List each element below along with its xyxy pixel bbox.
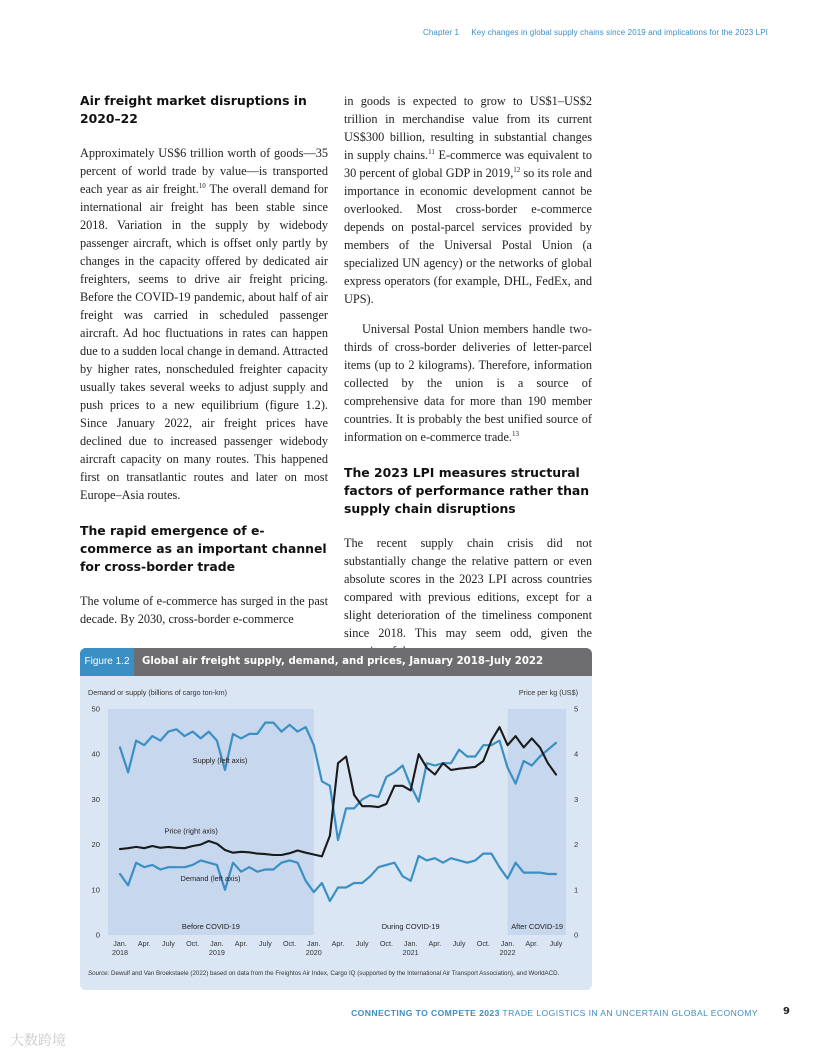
x-tick-label: Oct. xyxy=(186,939,200,948)
x-tick-year: 2018 xyxy=(112,948,128,957)
x-tick-label: Jan. xyxy=(403,939,418,948)
x-tick-label: Apr. xyxy=(331,939,345,948)
x-tick-label: Apr. xyxy=(234,939,248,948)
footnote-ref[interactable]: 11 xyxy=(428,147,435,156)
watermark: 大数跨境 xyxy=(10,1033,66,1049)
running-head xyxy=(423,28,768,37)
heading-air-freight: Air freight market disruptions in 2020–22 xyxy=(80,93,307,126)
footer-subtitle: TRADE LOGISTICS IN AN UNCERTAIN GLOBAL ECONOMY xyxy=(499,1008,758,1018)
footnote-ref[interactable]: 13 xyxy=(511,429,519,438)
figure-header xyxy=(80,648,592,676)
period-label: After COVID-19 xyxy=(511,922,563,931)
text-run: The overall demand for international air freight has been stable since 2018. Variation in the supply by widebody passenger aircraft, which is offset only partly by changes in the capacity offered by dedicated air freighters, seems to drive air freight pricing. Before the COVID-19 pandemic, about half of air freight was carried in scheduled passenger aircraft. Ad hoc fluctuations in rates can happen due to a sudden local change in demand. Attracted by higher rates, nonscheduled freighter capacity usually takes several weeks to adjust supply and push prices to a new equilibrium (figure 1.2). Since January 2022, air freight prices have declined due to increased passenger widebody aircraft capacity on many routes. This happened first on transatlantic routes and later on most Europe–Asia routes. xyxy=(80,182,328,502)
period-label: During COVID-19 xyxy=(381,922,440,931)
text-run: Universal Postal Union members handle two-thirds of cross-border deliveries of letter-parcel items (up to 2 kilograms). Therefore, information collected by the union is a source of comprehensive data for more than 190 member countries. It is probably the best unified source of information on e-commerce trade. xyxy=(344,322,592,444)
x-tick-year: 2019 xyxy=(208,948,225,957)
text-run: E-commerce was equivalent to 30 percent of global GDP in 2019, xyxy=(344,148,592,180)
x-tick-label: Apr. xyxy=(137,939,151,948)
series-annotation: Demand (left axis) xyxy=(180,873,241,883)
figure-source xyxy=(88,970,559,977)
y-left-axis-title: Demand or supply (billions of cargo ton-km) xyxy=(88,688,228,697)
y-right-tick-label: 1 xyxy=(574,885,579,895)
y-left-tick-label: 50 xyxy=(91,704,100,714)
paragraph-air-freight xyxy=(80,144,328,504)
x-tick-label: Oct. xyxy=(379,939,394,948)
period-label: Before COVID-19 xyxy=(181,922,240,931)
footnote-ref[interactable]: 10 xyxy=(198,181,206,190)
x-tick-label: July xyxy=(355,939,369,948)
x-tick-label: Jan. xyxy=(306,939,321,948)
running-head-separator xyxy=(464,28,466,37)
figure-title: Global air freight supply, demand, and prices, January 2018–July 2022 xyxy=(142,656,544,667)
source-label: Source: xyxy=(88,970,110,977)
figure-tag: Figure 1.2 xyxy=(80,648,134,676)
air-freight-chart xyxy=(80,676,592,968)
paragraph-ecommerce-growth xyxy=(344,92,592,308)
footnote-ref[interactable]: 12 xyxy=(513,165,521,174)
x-tick-label: July xyxy=(549,939,563,948)
paragraph-upu xyxy=(344,320,592,446)
y-left-tick-label: 0 xyxy=(95,930,100,940)
y-right-tick-label: 4 xyxy=(574,749,579,759)
x-tick-label: Oct. xyxy=(476,939,490,948)
paragraph-supply-crisis: The recent supply chain crisis did not substantially change the relative pattern or even absolute scores in the 2023 LPI across countries compared with previous editions, except for a slight deterioration of the timeliness component since 2018. This may seem odd, given the xyxy=(344,536,592,640)
source-text: Dewulf and Van Broekstaele (2022) based on data from the Freightos Air Index, Cargo IQ (supported by the International Air Transport Association), and WorldACD. xyxy=(109,970,560,977)
text-run: so its role and importance in economic development cannot be overlooked. Most cross-border e-commerce depends on postal-parcel services provided by members of the Universal Postal Union (a specialized UN agency) or the networks of global express operators (for example, DHL, FedEx, and UPS). xyxy=(344,166,593,306)
y-right-tick-label: 0 xyxy=(574,930,579,940)
y-left-tick-label: 40 xyxy=(91,749,100,759)
x-tick-label: Apr. xyxy=(525,939,539,948)
x-tick-label: Jan. xyxy=(500,939,515,948)
x-tick-year: 2021 xyxy=(402,948,419,957)
x-tick-year: 2022 xyxy=(499,948,516,957)
heading-lpi-structural: The 2023 LPI measures structural factors of performance rather than supply chain disruptions xyxy=(344,465,590,516)
text-run: in goods is expected to grow to US$1–US$2 trillion in merchandise value from its current US$300 billion, resulting in substantial changes in supply chains. xyxy=(344,94,592,162)
left-column xyxy=(80,92,328,646)
page-footer xyxy=(351,1008,758,1018)
right-column xyxy=(344,92,592,678)
running-head-chapter: Chapter 1 xyxy=(422,28,460,37)
heading-ecommerce: The rapid emergence of e-commerce as an important channel for cross-border trade xyxy=(80,523,327,574)
series-annotation: Supply (left axis) xyxy=(192,756,248,766)
x-tick-label: July xyxy=(452,939,466,948)
x-tick-label: Oct. xyxy=(282,939,297,948)
x-tick-label: July xyxy=(162,939,175,948)
paragraph-ecommerce-volume: The volume of e-commerce has surged in the past decade. By 2030, cross-border e-commerce xyxy=(80,594,328,626)
y-right-tick-label: 3 xyxy=(574,794,579,804)
y-left-tick-label: 20 xyxy=(91,840,100,850)
running-head-title: Key changes in global supply chains since 2019 and implications for the 2023 LPI xyxy=(471,28,768,37)
y-right-axis-title: Price per kg (US$) xyxy=(518,688,578,697)
x-tick-label: Jan. xyxy=(113,939,127,948)
text-run: Approximately US$6 trillion worth of goods—35 percent of world trade by value—is transported each year as air freight. xyxy=(80,146,328,196)
y-left-tick-label: 10 xyxy=(91,885,100,895)
page-number: 9 xyxy=(783,1006,790,1017)
x-tick-label: Jan. xyxy=(210,939,224,948)
footer-series: CONNECTING TO COMPETE 2023 xyxy=(351,1008,500,1018)
x-tick-label: July xyxy=(258,939,272,948)
y-right-tick-label: 5 xyxy=(574,704,579,714)
figure-1-2 xyxy=(80,648,592,990)
x-tick-label: Apr. xyxy=(428,939,442,948)
y-right-tick-label: 2 xyxy=(574,840,579,850)
series-annotation: Price (right axis) xyxy=(164,826,218,836)
x-tick-year: 2020 xyxy=(305,948,322,957)
y-left-tick-label: 30 xyxy=(91,794,100,804)
